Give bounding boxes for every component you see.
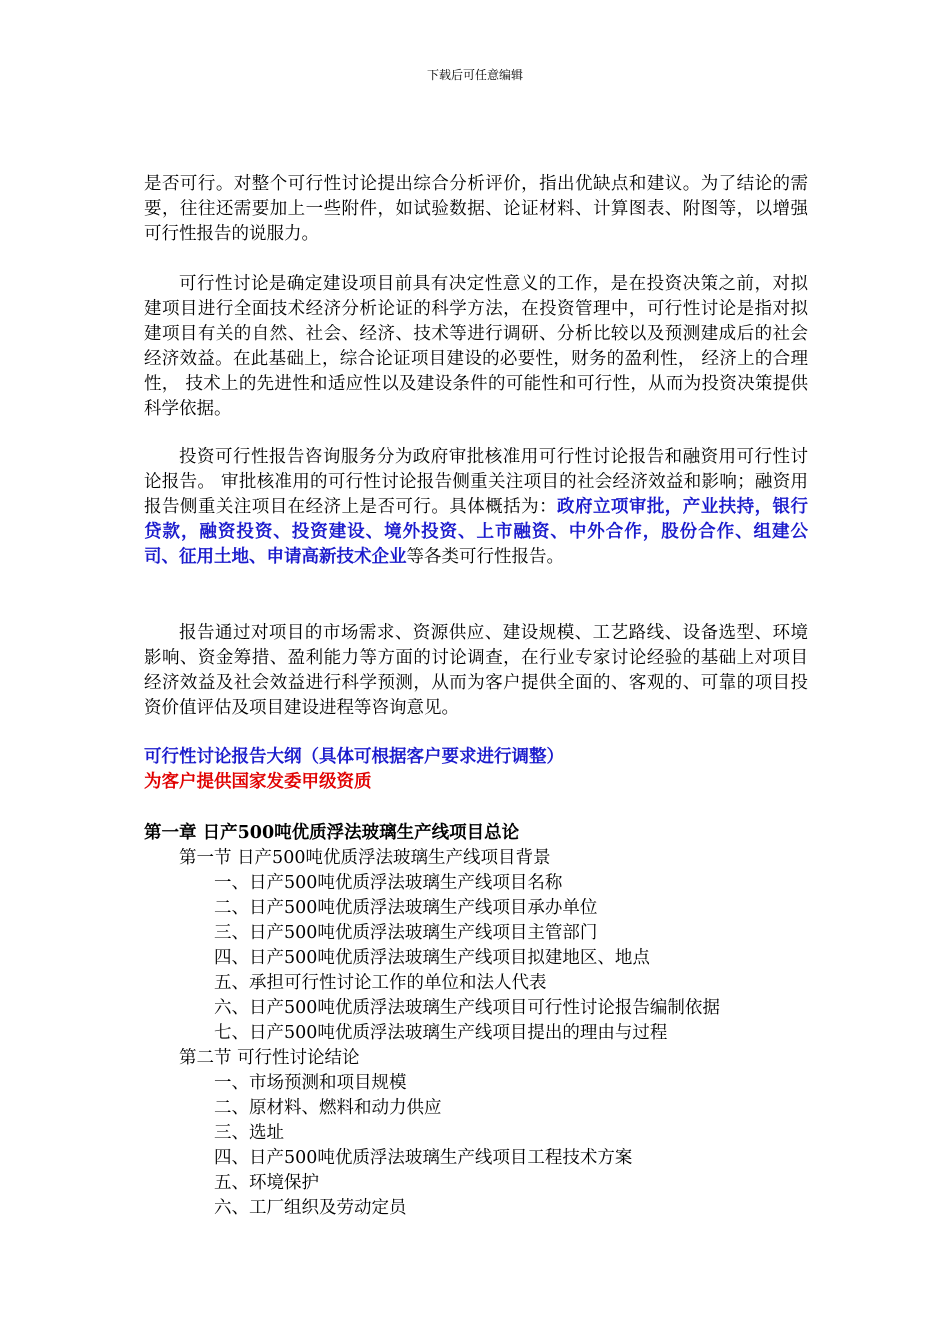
outline-subtitle: 为客户提供国家发委甲级资质 [144, 772, 372, 792]
toc-item: 四、日产500吨优质浮法玻璃生产线项目工程技术方案 [214, 1148, 633, 1168]
page-header: 下载后可任意编辑 [426, 68, 523, 82]
toc-item: 三、选址 [214, 1123, 284, 1143]
toc-item: 二、原材料、燃料和动力供应 [214, 1098, 442, 1118]
toc-item: 六、工厂组织及劳动定员 [214, 1198, 407, 1218]
chapter-toc [144, 821, 808, 1221]
paragraph-2: 可行性讨论是确定建设项目前具有决定性意义的工作，是在投资决策之前，对拟建项目进行全面技术经济分析论证的科学方法，在投资管理中，可行性讨论是指对拟建项目有关的自然、社会、经济、技术等进行调研、分析比较以及预测建成后的社会经济效益。在此基础上，综合论证项目建设的必要性，财务的盈利性， 经济上的合理性， 技术上的先进性和适应性以及建设条件的可能性和可行性，从而为投资决策提供科学依据。 [144, 274, 808, 419]
outline-heading-block [144, 745, 808, 795]
outline-title: 可行性讨论报告大纲（具体可根据客户要求进行调整） [144, 747, 564, 767]
toc-item: 一、市场预测和项目规模 [214, 1073, 407, 1093]
paragraph-3 [144, 445, 808, 570]
section-title: 第二节 可行性讨论结论 [179, 1048, 360, 1068]
toc-item: 七、日产500吨优质浮法玻璃生产线项目提出的理由与过程 [214, 1023, 668, 1043]
paragraph-3-intro: 投资可行性报告咨询服务分为政府审批核准用可行性讨论报告和融资用可行性讨论报告。 审批核准用的可行性讨论报告侧重关注项目的社会经济效益和影响；融资用报告侧重关注项目在经济上是否可行。具体概括为： [144, 447, 808, 517]
toc-item: 四、日产500吨优质浮法玻璃生产线项目拟建地区、地点 [214, 948, 650, 968]
paragraph-3-ending: 等各类可行性报告。 [406, 547, 564, 567]
chapter-title: 第一章 日产500吨优质浮法玻璃生产线项目总论 [144, 823, 520, 843]
toc-item: 六、日产500吨优质浮法玻璃生产线项目可行性讨论报告编制依据 [214, 998, 720, 1018]
service-types-highlight: 政府立项审批，产业扶持，银行贷款，融资投资、投资建设、境外投资、上市融资、中外合作，股份合作、组建公司、征用土地、申请高新技术企业 [144, 497, 809, 567]
toc-item: 五、承担可行性讨论工作的单位和法人代表 [214, 973, 547, 993]
toc-item: 三、日产500吨优质浮法玻璃生产线项目主管部门 [214, 923, 598, 943]
section-title: 第一节 日产500吨优质浮法玻璃生产线项目背景 [179, 848, 551, 868]
toc-item: 五、环境保护 [214, 1173, 319, 1193]
paragraph-1: 是否可行。对整个可行性讨论提出综合分析评价，指出优缺点和建议。为了结论的需要，往往还需要加上一些附件，如试验数据、论证材料、计算图表、附图等，以增强可行性报告的说服力。 [144, 174, 808, 244]
toc-item: 一、日产500吨优质浮法玻璃生产线项目名称 [214, 873, 563, 893]
paragraph-4: 报告通过对项目的市场需求、资源供应、建设规模、工艺路线、设备选型、环境影响、资金筹措、盈利能力等方面的讨论调查，在行业专家讨论经验的基础上对项目经济效益及社会效益进行科学预测，从而为客户提供全面的、客观的、可靠的项目投资价值评估及项目建设进程等咨询意见。 [144, 623, 808, 718]
toc-item: 二、日产500吨优质浮法玻璃生产线项目承办单位 [214, 898, 598, 918]
